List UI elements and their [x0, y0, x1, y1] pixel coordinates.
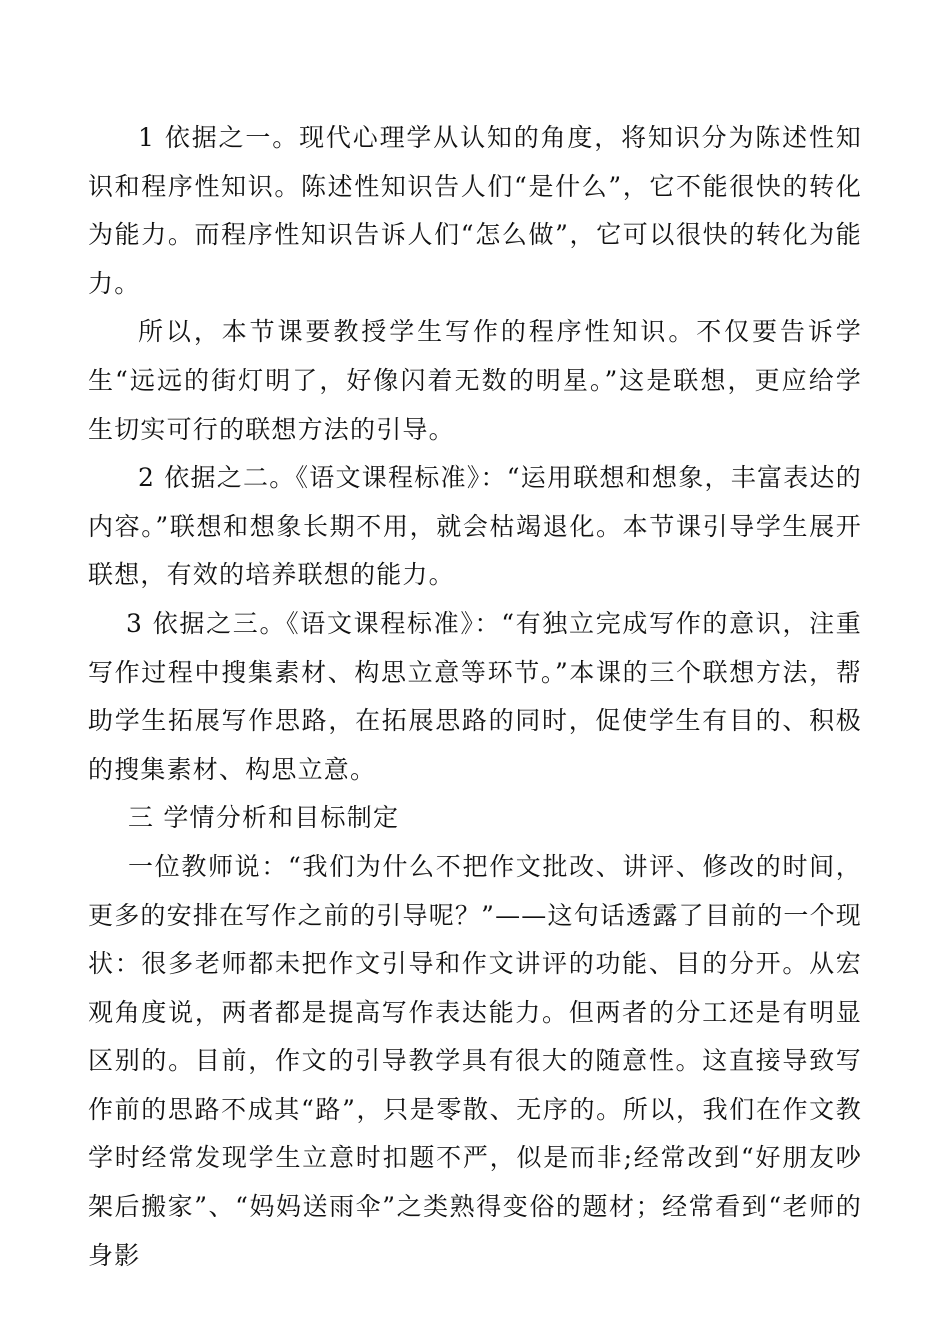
paragraph-basis-two: 2 依据之二。《语文课程标准》：“运用联想和想象，丰富表达的内容。”联想和想象长期不用，就会枯竭退化。本节课引导学生展开联想，有效的培养联想的能力。: [88, 463, 862, 590]
document-body: [88, 114, 862, 1280]
paragraph-teacher-quote: 一位教师说：“我们为什么不把作文批改、讲评、修改的时间，更多的安排在写作之前的引导呢？”——这句话透露了目前的一个现状：很多老师都未把作文引导和作文讲评的功能、目的分开。从宏观角度说，两者都是提高写作表达能力。但两者的分工还是有明显区别的。目前，作文的引导教学具有很大的随意性。这直接导致写作前的思路不成其“路”，只是零散、无序的。所以，我们在作文教学时经常发现学生立意时扣题不严，似是而非;经常改到“好朋友吵架后搬家”、“妈妈送雨伞”之类熟得变俗的题材；经常看到“老师的身影: [88, 851, 862, 1270]
paragraph-basis-three: 3 依据之三。《语文课程标准》：“有独立完成写作的意识，注重写作过程中搜集素材、构思立意等环节。”本课的三个联想方法，帮助学生拓展写作思路，在拓展思路的同时，促使学生有目的、积极的搜集素材、构思立意。: [88, 608, 862, 784]
paragraph-basis-one: 1 依据之一。现代心理学从认知的角度，将知识分为陈述性知识和程序性知识。陈述性知识告人们“是什么”，它不能很快的转化为能力。而程序性知识告诉人们“怎么做”，它可以很快的转化为能力。: [88, 123, 862, 298]
section-heading-learning-analysis: 三 学情分析和目标制定: [128, 803, 400, 833]
paragraph-conclusion: 所以，本节课要教授学生写作的程序性知识。不仅要告诉学生“远远的街灯明了，好像闪着无数的明星。”这是联想，更应给学生切实可行的联想方法的引导。: [88, 317, 862, 444]
